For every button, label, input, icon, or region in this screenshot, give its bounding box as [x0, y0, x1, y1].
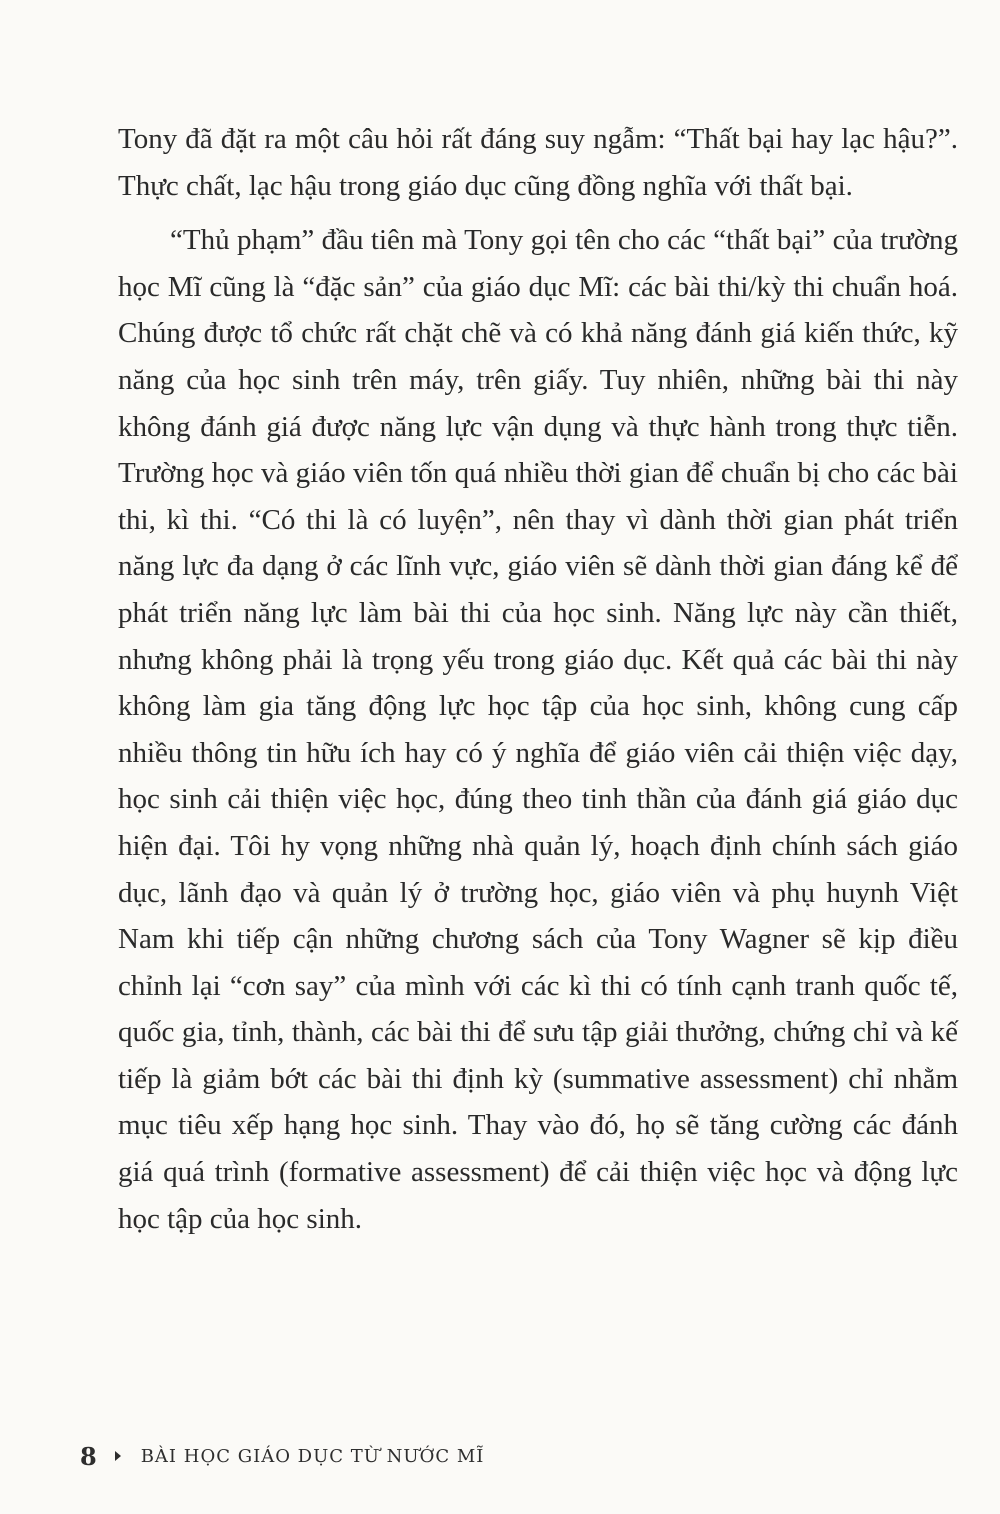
body-text — [118, 116, 958, 1242]
paragraph-1: Tony đã đặt ra một câu hỏi rất đáng suy ngẫm: “Thất bại hay lạc hậu?”. Thực chất, lạc hậu trong giáo dục cũng đồng nghĩa với thất bại. — [118, 123, 958, 202]
page-number: 8 — [80, 1441, 97, 1471]
running-title: BÀI HỌC GIÁO DỤC TỪ NƯỚC MĨ — [140, 1445, 485, 1467]
paragraph-2: “Thủ phạm” đầu tiên mà Tony gọi tên cho các “thất bại” của trường học Mĩ cũng là “đặc sản” của giáo dục Mĩ: các bài thi/kỳ thi chuẩn hoá. Chúng được tổ chức rất chặt chẽ và có khả năng đánh giá kiến thức, kỹ năng của học sinh trên máy, trên giấy. Tuy nhiên, những bài thi này không đánh giá được năng lực vận dụng và thực hành trong thực tiễn. Trường học và giáo viên tốn quá nhiều thời gian để chuẩn bị cho các bài thi, kì thi. “Có thi là có luyện”, nên thay vì dành thời gian phát triển năng lực đa dạng ở các lĩnh vực, giáo viên sẽ dành thời gian đáng kể để phát triển năng lực làm bài thi của học sinh. Năng lực này cần thiết, nhưng không phải là trọng yếu trong giáo dục. Kết quả các bài thi này không làm gia tăng động lực học tập của học sinh, không cung cấp nhiều thông tin hữu ích hay có ý nghĩa để giáo viên cải thiện việc dạy, học sinh cải thiện việc học, đúng theo tinh thần của đánh giá giáo dục hiện đại. Tôi hy vọng những nhà quản lý, hoạch định chính sách giáo dục, lãnh đạo và quản lý ở trường học, giáo viên và phụ huynh Việt Nam khi tiếp cận những chương sách của Tony Wagner sẽ kịp điều chỉnh lại “cơn say” của mình với các kì thi có tính cạnh tranh quốc tế, quốc gia, tỉnh, thành, các bài thi để sưu tập giải thưởng, chứng chỉ và kế tiếp là giảm bớt các bài thi định kỳ (summative assessment) chỉ nhằm mục tiêu xếp hạng học sinh. Thay vào đó, họ sẽ tăng cường các đánh giá quá trình (formative assessment) để cải thiện việc học và động lực học tập của học sinh. — [118, 224, 958, 1235]
page-footer — [80, 1436, 484, 1476]
triangle-right-icon — [115, 1451, 121, 1461]
